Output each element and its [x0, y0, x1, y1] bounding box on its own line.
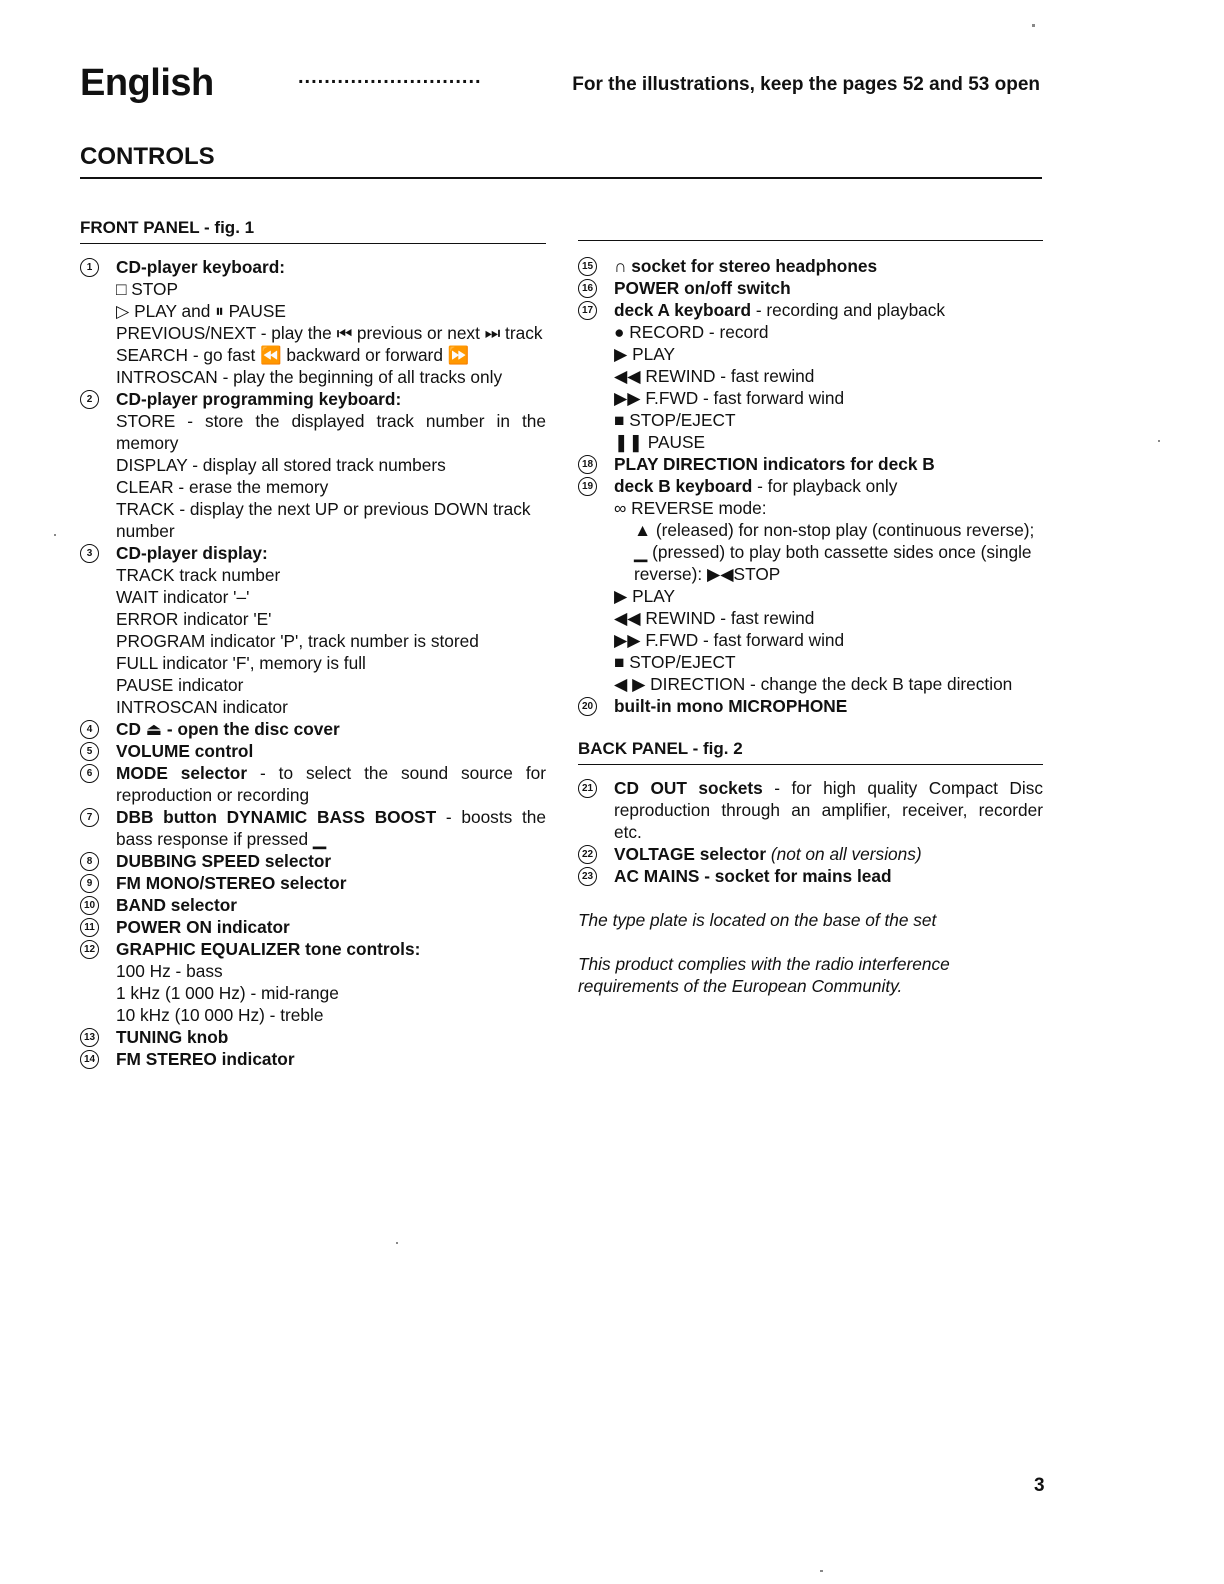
callout-number: 18 — [578, 455, 597, 474]
callout-number: 23 — [578, 867, 597, 886]
callout-number: 16 — [578, 279, 597, 298]
control-item: 1 CD-player keyboard: □ STOP ▷ PLAY and ⏸ PAUSE PREVIOUS/NEXT - play the ⏮ previous or next ⏭ track SEARCH - go fast ⏪ backward or forward ⏩ INTROSCAN - play the beginning of all tracks only — [80, 256, 546, 388]
control-item: 10 BAND selector — [80, 894, 546, 916]
scan-speck — [1158, 440, 1160, 442]
section-title: CONTROLS — [80, 143, 1042, 179]
callout-number: 13 — [80, 1028, 99, 1047]
callout-number: 2 — [80, 390, 99, 409]
right-column — [578, 236, 1043, 997]
page-number: 3 — [1034, 1475, 1045, 1496]
callout-number: 21 — [578, 779, 597, 798]
control-item: 22 VOLTAGE selector (not on all versions) — [578, 843, 1043, 865]
callout-number: 1 — [80, 258, 99, 277]
control-item: 19 deck B keyboard - for playback only ∞ REVERSE mode: ▲ (released) for non-stop play (continuous reverse); ▁ (pressed) to play both cassette sides once (single reverse): ▶◀STOP ▶ PLAY ◀◀ REWIND - fast rewind ▶▶ F.FWD - fast forward wind ■ STOP/EJECT ◀ ▶ DIRECTION - change the deck B tape direction — [578, 475, 1043, 695]
type-plate-note: The type plate is located on the base of the set — [578, 910, 937, 930]
callout-number: 17 — [578, 301, 597, 320]
callout-number: 22 — [578, 845, 597, 864]
control-item: 2 CD-player programming keyboard: STORE - store the displayed track number in the memory DISPLAY - display all stored track numbers CLEAR - erase the memory TRACK - display the next UP or previous DOWN track number — [80, 388, 546, 542]
callout-number: 3 — [80, 544, 99, 563]
left-column — [80, 218, 546, 1070]
control-item: 13 TUNING knob — [80, 1026, 546, 1048]
control-item: 20 built-in mono MICROPHONE — [578, 695, 1043, 717]
callout-number: 20 — [578, 697, 597, 716]
scan-speck — [820, 1570, 823, 1572]
control-item: 18 PLAY DIRECTION indicators for deck B — [578, 453, 1043, 475]
control-item: 3 CD-player display: TRACK track number WAIT indicator '–' ERROR indicator 'E' PROGRAM indicator 'P', track number is stored FULL indicator 'F', memory is full PAUSE indicator INTROSCAN indicator — [80, 542, 546, 718]
callout-number: 9 — [80, 874, 99, 893]
leader-dots: ............................ — [298, 66, 482, 88]
column-rule — [578, 236, 1043, 241]
callout-number: 11 — [80, 918, 99, 937]
illustration-note: For the illustrations, keep the pages 52 and 53 open — [572, 74, 1040, 95]
callout-number: 10 — [80, 896, 99, 915]
control-item: 12 GRAPHIC EQUALIZER tone controls: 100 Hz - bass 1 kHz (1 000 Hz) - mid-range 10 kHz (10 000 Hz) - treble — [80, 938, 546, 1026]
callout-number: 7 — [80, 808, 99, 827]
control-item: 17 deck A keyboard - recording and playback ● RECORD - record ▶ PLAY ◀◀ REWIND - fast rewind ▶▶ F.FWD - fast forward wind ■ STOP/EJECT ❚❚ PAUSE — [578, 299, 1043, 453]
callout-number: 8 — [80, 852, 99, 871]
control-item: 6 MODE selector - to select the sound source for reproduction or recording — [80, 762, 546, 806]
callout-number: 5 — [80, 742, 99, 761]
control-item: 14 FM STEREO indicator — [80, 1048, 546, 1070]
callout-number: 19 — [578, 477, 597, 496]
control-item: 8 DUBBING SPEED selector — [80, 850, 546, 872]
callout-number: 6 — [80, 764, 99, 783]
front-panel-heading: FRONT PANEL - fig. 1 — [80, 218, 546, 244]
callout-number: 4 — [80, 720, 99, 739]
control-item: 7 DBB button DYNAMIC BASS BOOST - boosts the bass response if pressed ▁ — [80, 806, 546, 850]
control-item: 9 FM MONO/STEREO selector — [80, 872, 546, 894]
callout-number: 12 — [80, 940, 99, 959]
control-item: 5 VOLUME control — [80, 740, 546, 762]
control-item: 23 AC MAINS - socket for mains lead — [578, 865, 1043, 887]
scan-speck — [1032, 24, 1035, 27]
scan-speck — [396, 1242, 398, 1244]
control-item: 16 POWER on/off switch — [578, 277, 1043, 299]
page-header — [80, 62, 1040, 106]
control-item: 11 POWER ON indicator — [80, 916, 546, 938]
scan-speck — [54, 534, 56, 536]
control-item: 15 ∩ socket for stereo headphones — [578, 255, 1043, 277]
control-item: 4 CD ⏏ - open the disc cover — [80, 718, 546, 740]
callout-number: 15 — [578, 257, 597, 276]
control-item: 21 CD OUT sockets - for high quality Compact Disc reproduction through an amplifier, receiver, recorder etc. — [578, 777, 1043, 843]
language-title: English — [80, 62, 214, 104]
callout-number: 14 — [80, 1050, 99, 1069]
compliance-note: This product complies with the radio interference requirements of the European Community. — [578, 954, 950, 996]
back-panel-heading: BACK PANEL - fig. 2 — [578, 739, 1043, 765]
